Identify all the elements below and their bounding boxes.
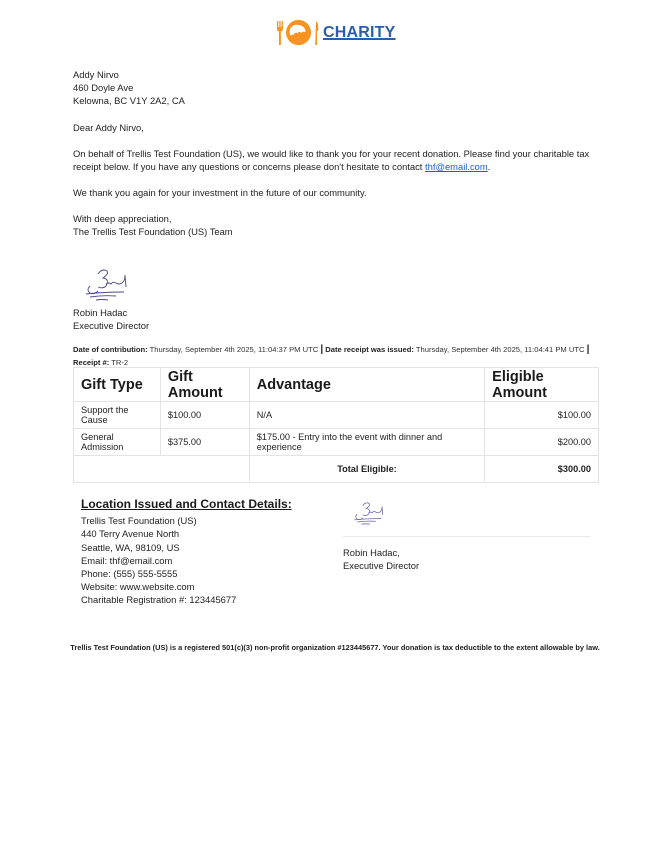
- recipient-street: 460 Doyle Ave: [73, 82, 134, 94]
- cell-eligible: $200.00: [485, 429, 599, 456]
- contribution-date-value: Thursday, September 4th 2025, 11:04:37 PM UTC: [149, 345, 319, 354]
- table-row: [74, 402, 599, 429]
- signature-image: [351, 500, 391, 527]
- issued-date-label: Date receipt was issued:: [325, 345, 414, 354]
- cell-gift-type: Support the Cause: [74, 402, 161, 429]
- signature-block: [343, 500, 590, 572]
- recipient-city: Kelowna, BC V1Y 2A2, CA: [73, 95, 185, 107]
- recipient-address: [73, 68, 185, 108]
- cell-gift-amount: $100.00: [160, 402, 249, 429]
- signature-name: Robin Hadac,: [343, 547, 400, 558]
- receipt-meta: [73, 343, 601, 369]
- contact-line: Website: www.website.com: [81, 581, 195, 593]
- total-value: $300.00: [485, 456, 599, 483]
- contact-line: Seattle, WA, 98109, US: [81, 541, 180, 553]
- signatory-title: Executive Director: [73, 320, 150, 332]
- footer-disclaimer: Trellis Test Foundation (US) is a registered 501(c)(3) non-profit organization #123445677. Your donation is tax deductible to the extent allowable by law.: [70, 643, 600, 652]
- letter-body-text: On behalf of Trellis Test Foundation (US), we would like to thank you for your recent donation. Please find your charitable tax receipt below. If you have any questions or concerns please don't hesitate to contact: [73, 148, 590, 173]
- header-eligible-amount: Eligible Amount: [485, 368, 599, 402]
- recipient-name: Addy Nirvo: [73, 69, 119, 80]
- total-row: [74, 456, 599, 483]
- total-empty-cell: [74, 456, 250, 483]
- signature-title: Executive Director: [343, 560, 420, 572]
- signatory-block: [73, 306, 149, 332]
- contact-details: [81, 498, 292, 607]
- cell-eligible: $100.00: [485, 402, 599, 429]
- separator: |: [586, 344, 590, 355]
- charity-logo: [276, 17, 396, 49]
- contact-line: Email: thf@email.com: [81, 554, 173, 566]
- table-header-row: [74, 368, 599, 402]
- team-name: The Trellis Test Foundation (US) Team: [73, 226, 233, 238]
- thanks-text: We thank you again for your investment in the future of our community.: [73, 187, 367, 198]
- header-gift-type: Gift Type: [74, 368, 161, 402]
- letter-body: [73, 147, 598, 173]
- receipt-number-label: Receipt #:: [73, 358, 110, 367]
- cell-advantage: N/A: [249, 402, 484, 429]
- contact-line: Trellis Test Foundation (US): [81, 515, 197, 527]
- contact-title: Location Issued and Contact Details:: [81, 497, 292, 511]
- logo-text: CHARITY: [323, 24, 396, 41]
- header-gift-amount: Gift Amount: [160, 368, 249, 402]
- issued-date-value: Thursday, September 4th 2025, 11:04:41 PM UTC: [415, 345, 585, 354]
- contact-email-link[interactable]: thf@email.com: [425, 161, 488, 173]
- fork-plate-knife-icon: [276, 18, 320, 48]
- cell-gift-amount: $375.00: [160, 429, 249, 456]
- table-row: [74, 429, 599, 456]
- cell-gift-type: General Admission: [74, 429, 161, 456]
- greeting: Dear Addy Nirvo,: [73, 122, 144, 133]
- contact-line: 440 Terry Avenue North: [81, 528, 180, 540]
- contact-line: Phone: (555) 555-5555: [81, 568, 178, 580]
- contact-line: Charitable Registration #: 123445677: [81, 594, 237, 606]
- closing: With deep appreciation,: [73, 213, 172, 224]
- contribution-date-label: Date of contribution:: [73, 345, 148, 354]
- signature-line: [343, 536, 590, 537]
- header-advantage: Advantage: [249, 368, 484, 402]
- separator: |: [320, 344, 324, 355]
- receipt-number-value: TR-2: [111, 358, 129, 367]
- closing-block: [73, 212, 233, 238]
- signatory-name: Robin Hadac: [73, 307, 128, 318]
- gifts-table: [73, 367, 599, 483]
- total-label: Total Eligible:: [249, 456, 484, 483]
- signature-image: [82, 266, 137, 304]
- cell-advantage: $175.00 - Entry into the event with dinner and experience: [249, 429, 484, 456]
- letter-body-end: .: [487, 161, 491, 173]
